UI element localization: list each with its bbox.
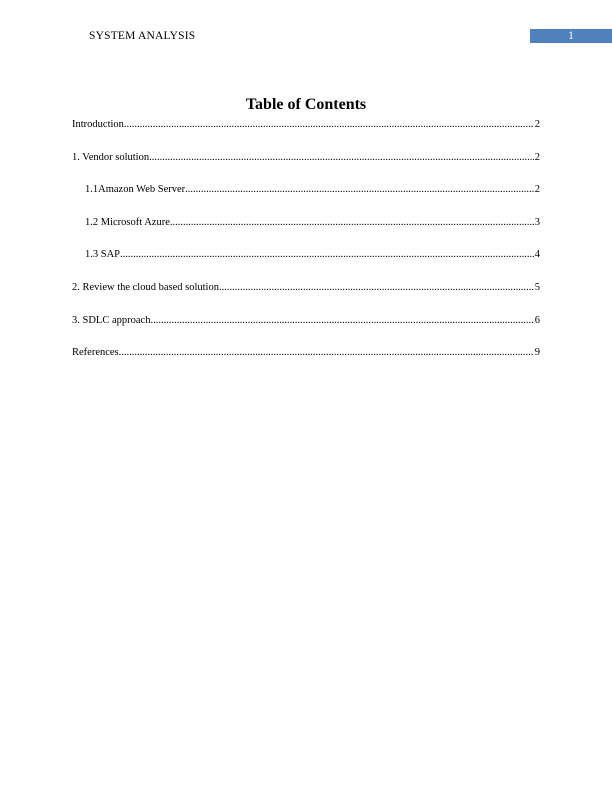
toc-entry-page: 2 bbox=[534, 119, 540, 130]
toc-entry-page: 6 bbox=[534, 314, 540, 326]
running-header-title: SYSTEM ANALYSIS bbox=[89, 30, 196, 42]
toc-entry-sap[interactable] bbox=[72, 247, 540, 262]
toc-entry-microsoft-azure[interactable] bbox=[72, 215, 540, 230]
toc-entry-page: 4 bbox=[534, 249, 540, 261]
toc-entry-sdlc-approach[interactable] bbox=[72, 313, 540, 328]
toc-dot-leader bbox=[219, 280, 534, 295]
toc-entry-introduction[interactable] bbox=[72, 117, 540, 132]
page-number-badge: 1 bbox=[530, 29, 612, 43]
toc-heading: Table of Contents bbox=[245, 96, 367, 113]
toc-entry-references[interactable] bbox=[72, 345, 540, 360]
toc-entry-vendor-solution[interactable] bbox=[72, 150, 540, 165]
toc-entry-label: References bbox=[72, 347, 119, 359]
toc-entry-review-cloud-solution[interactable] bbox=[72, 280, 540, 295]
toc-entry-label: 1.2 Microsoft Azure bbox=[85, 216, 170, 228]
toc-dot-leader bbox=[150, 313, 533, 328]
toc-entry-amazon-web-server[interactable] bbox=[72, 182, 540, 197]
toc-dot-leader bbox=[120, 247, 534, 262]
toc-dot-leader bbox=[124, 117, 534, 132]
toc-entry-page: 3 bbox=[534, 216, 540, 228]
toc-entry-page: 9 bbox=[534, 347, 540, 359]
toc-entry-label: 3. SDLC approach bbox=[72, 314, 151, 326]
toc-entry-page: 2 bbox=[534, 151, 540, 163]
toc-dot-leader bbox=[170, 215, 534, 230]
toc-entry-page: 2 bbox=[534, 184, 540, 196]
toc-dot-leader bbox=[185, 182, 534, 197]
toc-entry-label: 1.1Amazon Web Server bbox=[85, 184, 186, 196]
toc-list bbox=[72, 117, 540, 378]
toc-entry-label: 1. Vendor solution bbox=[72, 151, 150, 163]
toc-entry-page: 5 bbox=[534, 281, 540, 293]
toc-entry-label: 1.3 SAP bbox=[85, 249, 121, 261]
toc-dot-leader bbox=[119, 345, 534, 360]
toc-entry-label: Introduction bbox=[72, 119, 124, 130]
toc-dot-leader bbox=[149, 150, 534, 165]
toc-entry-label: 2. Review the cloud based solution bbox=[72, 281, 219, 293]
